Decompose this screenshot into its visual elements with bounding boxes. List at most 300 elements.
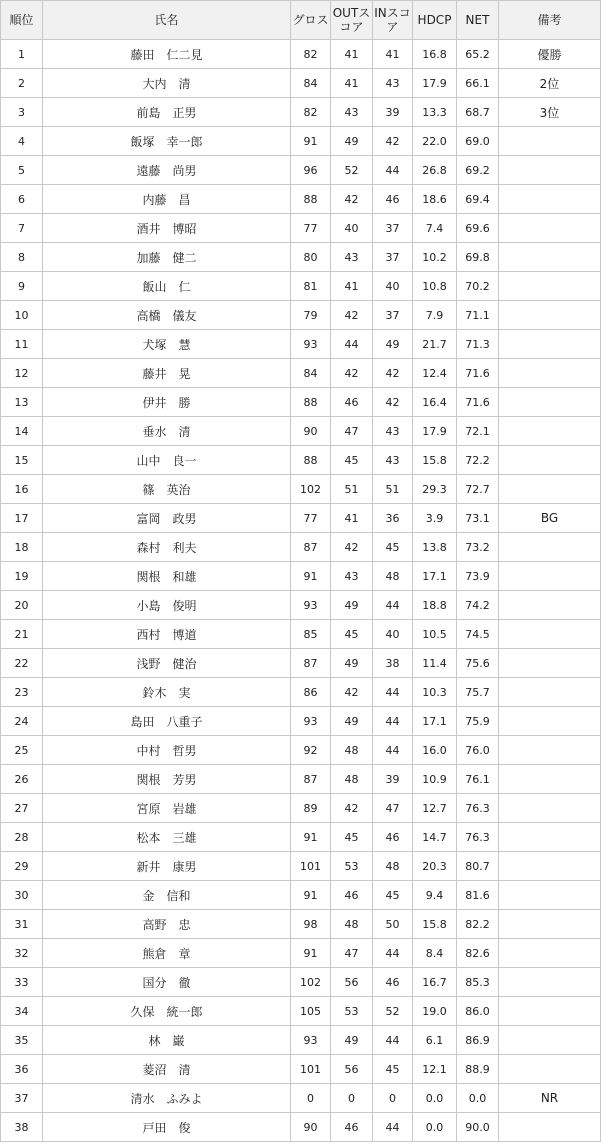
cell-hdcp: 20.3	[413, 852, 457, 881]
cell-gross: 93	[291, 707, 331, 736]
cell-net: 76.0	[457, 736, 499, 765]
cell-note	[499, 794, 601, 823]
cell-net: 71.6	[457, 388, 499, 417]
cell-gross: 79	[291, 301, 331, 330]
cell-hdcp: 10.9	[413, 765, 457, 794]
cell-note	[499, 678, 601, 707]
cell-net: 76.1	[457, 765, 499, 794]
cell-out: 49	[331, 1026, 373, 1055]
cell-name: 大内 清	[43, 69, 291, 98]
cell-name: 藤田 仁二見	[43, 40, 291, 69]
header-hdcp: HDCP	[413, 1, 457, 40]
cell-in: 38	[373, 649, 413, 678]
cell-note	[499, 417, 601, 446]
table-row	[1, 417, 601, 446]
cell-net: 82.2	[457, 910, 499, 939]
cell-rank: 36	[1, 1055, 43, 1084]
table-row	[1, 997, 601, 1026]
cell-in: 50	[373, 910, 413, 939]
cell-gross: 96	[291, 156, 331, 185]
cell-gross: 89	[291, 794, 331, 823]
table-row	[1, 475, 601, 504]
header-name: 氏名	[43, 1, 291, 40]
cell-out: 43	[331, 98, 373, 127]
cell-out: 43	[331, 243, 373, 272]
cell-gross: 101	[291, 1055, 331, 1084]
cell-note	[499, 997, 601, 1026]
cell-net: 69.2	[457, 156, 499, 185]
table-row	[1, 649, 601, 678]
cell-in: 43	[373, 417, 413, 446]
cell-rank: 5	[1, 156, 43, 185]
table-row	[1, 272, 601, 301]
header-out: OUTスコア	[331, 1, 373, 40]
cell-hdcp: 15.8	[413, 446, 457, 475]
cell-note	[499, 156, 601, 185]
cell-net: 75.9	[457, 707, 499, 736]
cell-out: 47	[331, 417, 373, 446]
cell-name: 篠 英治	[43, 475, 291, 504]
cell-name: 国分 徹	[43, 968, 291, 997]
cell-hdcp: 7.9	[413, 301, 457, 330]
cell-in: 36	[373, 504, 413, 533]
table-row	[1, 1026, 601, 1055]
cell-in: 45	[373, 1055, 413, 1084]
cell-in: 44	[373, 736, 413, 765]
cell-note	[499, 214, 601, 243]
cell-note	[499, 736, 601, 765]
cell-net: 71.6	[457, 359, 499, 388]
cell-out: 45	[331, 620, 373, 649]
table-row	[1, 98, 601, 127]
cell-name: 飯塚 幸一郎	[43, 127, 291, 156]
cell-in: 0	[373, 1084, 413, 1113]
header-in: INスコア	[373, 1, 413, 40]
cell-gross: 77	[291, 504, 331, 533]
cell-gross: 93	[291, 591, 331, 620]
table-row	[1, 736, 601, 765]
cell-hdcp: 16.4	[413, 388, 457, 417]
cell-net: 69.8	[457, 243, 499, 272]
cell-hdcp: 22.0	[413, 127, 457, 156]
cell-note	[499, 533, 601, 562]
cell-gross: 102	[291, 475, 331, 504]
cell-in: 46	[373, 968, 413, 997]
header-net: NET	[457, 1, 499, 40]
table-row	[1, 156, 601, 185]
cell-hdcp: 0.0	[413, 1113, 457, 1142]
cell-net: 73.2	[457, 533, 499, 562]
cell-gross: 88	[291, 388, 331, 417]
cell-net: 86.9	[457, 1026, 499, 1055]
cell-in: 46	[373, 185, 413, 214]
cell-hdcp: 12.4	[413, 359, 457, 388]
cell-out: 44	[331, 330, 373, 359]
cell-gross: 82	[291, 40, 331, 69]
table-row	[1, 301, 601, 330]
cell-out: 45	[331, 446, 373, 475]
cell-in: 51	[373, 475, 413, 504]
cell-name: 飯山 仁	[43, 272, 291, 301]
cell-name: 新井 康男	[43, 852, 291, 881]
cell-net: 65.2	[457, 40, 499, 69]
cell-name: 伊井 勝	[43, 388, 291, 417]
cell-in: 43	[373, 69, 413, 98]
cell-note: BG	[499, 504, 601, 533]
cell-net: 73.1	[457, 504, 499, 533]
cell-net: 74.2	[457, 591, 499, 620]
cell-gross: 82	[291, 98, 331, 127]
header-row	[1, 1, 601, 40]
cell-net: 81.6	[457, 881, 499, 910]
cell-net: 68.7	[457, 98, 499, 127]
cell-rank: 29	[1, 852, 43, 881]
cell-out: 53	[331, 852, 373, 881]
cell-out: 0	[331, 1084, 373, 1113]
cell-rank: 38	[1, 1113, 43, 1142]
cell-name: 森村 利夫	[43, 533, 291, 562]
cell-gross: 84	[291, 359, 331, 388]
cell-out: 49	[331, 649, 373, 678]
cell-hdcp: 13.8	[413, 533, 457, 562]
cell-note: NR	[499, 1084, 601, 1113]
cell-out: 48	[331, 736, 373, 765]
cell-out: 42	[331, 185, 373, 214]
cell-name: 小島 俊明	[43, 591, 291, 620]
cell-out: 49	[331, 591, 373, 620]
cell-rank: 9	[1, 272, 43, 301]
cell-out: 49	[331, 127, 373, 156]
cell-in: 48	[373, 562, 413, 591]
cell-gross: 87	[291, 765, 331, 794]
cell-gross: 84	[291, 69, 331, 98]
cell-name: 熊倉 章	[43, 939, 291, 968]
cell-name: 松本 三雄	[43, 823, 291, 852]
cell-note	[499, 591, 601, 620]
cell-gross: 91	[291, 939, 331, 968]
cell-out: 45	[331, 823, 373, 852]
cell-note	[499, 446, 601, 475]
cell-note: 3位	[499, 98, 601, 127]
cell-note	[499, 388, 601, 417]
cell-name: 高橋 儀友	[43, 301, 291, 330]
cell-name: 遠藤 尚男	[43, 156, 291, 185]
cell-name: 浅野 健治	[43, 649, 291, 678]
cell-gross: 102	[291, 968, 331, 997]
cell-name: 清水 ふみよ	[43, 1084, 291, 1113]
cell-hdcp: 12.1	[413, 1055, 457, 1084]
table-row	[1, 40, 601, 69]
cell-note	[499, 765, 601, 794]
table-row	[1, 968, 601, 997]
cell-note	[499, 272, 601, 301]
cell-hdcp: 29.3	[413, 475, 457, 504]
cell-out: 46	[331, 388, 373, 417]
cell-in: 40	[373, 272, 413, 301]
cell-note	[499, 1113, 601, 1142]
cell-rank: 34	[1, 997, 43, 1026]
cell-gross: 87	[291, 533, 331, 562]
cell-out: 40	[331, 214, 373, 243]
cell-out: 42	[331, 359, 373, 388]
table-row	[1, 910, 601, 939]
cell-name: 山中 良一	[43, 446, 291, 475]
cell-hdcp: 10.2	[413, 243, 457, 272]
cell-in: 44	[373, 939, 413, 968]
cell-rank: 15	[1, 446, 43, 475]
cell-note	[499, 968, 601, 997]
cell-gross: 91	[291, 562, 331, 591]
cell-note	[499, 939, 601, 968]
cell-hdcp: 18.6	[413, 185, 457, 214]
cell-out: 53	[331, 997, 373, 1026]
cell-out: 41	[331, 69, 373, 98]
cell-name: 垂水 清	[43, 417, 291, 446]
cell-hdcp: 14.7	[413, 823, 457, 852]
table-row	[1, 939, 601, 968]
cell-net: 80.7	[457, 852, 499, 881]
cell-note	[499, 475, 601, 504]
cell-note	[499, 852, 601, 881]
cell-gross: 80	[291, 243, 331, 272]
cell-gross: 0	[291, 1084, 331, 1113]
cell-hdcp: 3.9	[413, 504, 457, 533]
cell-gross: 92	[291, 736, 331, 765]
cell-rank: 21	[1, 620, 43, 649]
cell-out: 42	[331, 794, 373, 823]
cell-note	[499, 649, 601, 678]
cell-hdcp: 26.8	[413, 156, 457, 185]
cell-in: 47	[373, 794, 413, 823]
cell-note	[499, 1026, 601, 1055]
cell-note	[499, 1055, 601, 1084]
cell-hdcp: 0.0	[413, 1084, 457, 1113]
cell-out: 46	[331, 881, 373, 910]
cell-hdcp: 16.0	[413, 736, 457, 765]
cell-hdcp: 18.8	[413, 591, 457, 620]
cell-net: 75.6	[457, 649, 499, 678]
cell-note	[499, 359, 601, 388]
cell-rank: 8	[1, 243, 43, 272]
cell-note	[499, 330, 601, 359]
cell-rank: 20	[1, 591, 43, 620]
table-row	[1, 1084, 601, 1113]
cell-note	[499, 881, 601, 910]
cell-name: 菱沼 清	[43, 1055, 291, 1084]
table-row	[1, 185, 601, 214]
header-gross: グロス	[291, 1, 331, 40]
cell-in: 42	[373, 127, 413, 156]
cell-gross: 77	[291, 214, 331, 243]
cell-name: 富岡 政男	[43, 504, 291, 533]
table-row	[1, 388, 601, 417]
cell-out: 51	[331, 475, 373, 504]
cell-rank: 18	[1, 533, 43, 562]
cell-out: 43	[331, 562, 373, 591]
cell-note: 優勝	[499, 40, 601, 69]
cell-gross: 105	[291, 997, 331, 1026]
table-row	[1, 620, 601, 649]
cell-note	[499, 127, 601, 156]
cell-hdcp: 6.1	[413, 1026, 457, 1055]
header-note: 備考	[499, 1, 601, 40]
cell-out: 47	[331, 939, 373, 968]
table-row	[1, 359, 601, 388]
cell-hdcp: 21.7	[413, 330, 457, 359]
cell-out: 42	[331, 678, 373, 707]
cell-out: 41	[331, 40, 373, 69]
cell-net: 71.3	[457, 330, 499, 359]
cell-gross: 91	[291, 127, 331, 156]
cell-hdcp: 17.9	[413, 417, 457, 446]
cell-rank: 30	[1, 881, 43, 910]
cell-name: 島田 八重子	[43, 707, 291, 736]
cell-rank: 22	[1, 649, 43, 678]
cell-in: 45	[373, 533, 413, 562]
cell-out: 56	[331, 968, 373, 997]
cell-net: 74.5	[457, 620, 499, 649]
table-row	[1, 243, 601, 272]
cell-rank: 1	[1, 40, 43, 69]
table-row	[1, 591, 601, 620]
cell-rank: 10	[1, 301, 43, 330]
table-row	[1, 881, 601, 910]
cell-in: 37	[373, 214, 413, 243]
cell-out: 46	[331, 1113, 373, 1142]
cell-out: 48	[331, 910, 373, 939]
table-row	[1, 1055, 601, 1084]
cell-note	[499, 823, 601, 852]
table-row	[1, 852, 601, 881]
cell-rank: 25	[1, 736, 43, 765]
cell-in: 44	[373, 156, 413, 185]
cell-rank: 14	[1, 417, 43, 446]
cell-rank: 4	[1, 127, 43, 156]
cell-hdcp: 9.4	[413, 881, 457, 910]
table-row	[1, 765, 601, 794]
cell-net: 69.4	[457, 185, 499, 214]
cell-out: 48	[331, 765, 373, 794]
cell-out: 56	[331, 1055, 373, 1084]
table-row	[1, 330, 601, 359]
cell-in: 39	[373, 98, 413, 127]
cell-in: 49	[373, 330, 413, 359]
cell-hdcp: 8.4	[413, 939, 457, 968]
cell-gross: 90	[291, 1113, 331, 1142]
cell-name: 中村 哲男	[43, 736, 291, 765]
cell-gross: 93	[291, 1026, 331, 1055]
cell-rank: 12	[1, 359, 43, 388]
cell-note	[499, 243, 601, 272]
table-row	[1, 678, 601, 707]
cell-note	[499, 185, 601, 214]
cell-hdcp: 13.3	[413, 98, 457, 127]
cell-net: 72.1	[457, 417, 499, 446]
cell-hdcp: 10.5	[413, 620, 457, 649]
cell-in: 39	[373, 765, 413, 794]
cell-rank: 26	[1, 765, 43, 794]
cell-in: 40	[373, 620, 413, 649]
cell-rank: 32	[1, 939, 43, 968]
cell-name: 宮原 岩雄	[43, 794, 291, 823]
cell-net: 82.6	[457, 939, 499, 968]
cell-net: 66.1	[457, 69, 499, 98]
table-row	[1, 794, 601, 823]
table-row	[1, 504, 601, 533]
cell-name: 藤井 晃	[43, 359, 291, 388]
cell-hdcp: 15.8	[413, 910, 457, 939]
cell-hdcp: 12.7	[413, 794, 457, 823]
cell-rank: 17	[1, 504, 43, 533]
cell-name: 久保 統一郎	[43, 997, 291, 1026]
cell-name: 西村 博道	[43, 620, 291, 649]
cell-in: 43	[373, 446, 413, 475]
cell-name: 犬塚 慧	[43, 330, 291, 359]
cell-hdcp: 10.8	[413, 272, 457, 301]
cell-out: 41	[331, 504, 373, 533]
cell-gross: 101	[291, 852, 331, 881]
cell-in: 42	[373, 388, 413, 417]
cell-in: 45	[373, 881, 413, 910]
cell-in: 46	[373, 823, 413, 852]
cell-name: 高野 忠	[43, 910, 291, 939]
cell-gross: 85	[291, 620, 331, 649]
cell-net: 90.0	[457, 1113, 499, 1142]
cell-gross: 98	[291, 910, 331, 939]
cell-net: 85.3	[457, 968, 499, 997]
cell-rank: 28	[1, 823, 43, 852]
cell-hdcp: 10.3	[413, 678, 457, 707]
cell-hdcp: 16.8	[413, 40, 457, 69]
cell-hdcp: 17.1	[413, 562, 457, 591]
cell-rank: 13	[1, 388, 43, 417]
cell-in: 42	[373, 359, 413, 388]
table-row	[1, 533, 601, 562]
cell-gross: 87	[291, 649, 331, 678]
cell-out: 41	[331, 272, 373, 301]
cell-rank: 23	[1, 678, 43, 707]
table-row	[1, 127, 601, 156]
cell-in: 44	[373, 591, 413, 620]
cell-name: 林 巌	[43, 1026, 291, 1055]
cell-rank: 27	[1, 794, 43, 823]
cell-name: 戸田 俊	[43, 1113, 291, 1142]
cell-net: 75.7	[457, 678, 499, 707]
cell-note	[499, 301, 601, 330]
cell-rank: 35	[1, 1026, 43, 1055]
cell-rank: 24	[1, 707, 43, 736]
cell-name: 金 信和	[43, 881, 291, 910]
cell-rank: 16	[1, 475, 43, 504]
cell-name: 関根 芳男	[43, 765, 291, 794]
cell-in: 48	[373, 852, 413, 881]
cell-hdcp: 16.7	[413, 968, 457, 997]
cell-hdcp: 19.0	[413, 997, 457, 1026]
cell-out: 49	[331, 707, 373, 736]
cell-rank: 37	[1, 1084, 43, 1113]
cell-net: 72.7	[457, 475, 499, 504]
cell-hdcp: 7.4	[413, 214, 457, 243]
table-header	[1, 1, 601, 40]
cell-in: 41	[373, 40, 413, 69]
cell-rank: 19	[1, 562, 43, 591]
cell-gross: 88	[291, 446, 331, 475]
cell-gross: 91	[291, 881, 331, 910]
cell-hdcp: 17.9	[413, 69, 457, 98]
cell-note: 2位	[499, 69, 601, 98]
cell-net: 76.3	[457, 794, 499, 823]
cell-gross: 86	[291, 678, 331, 707]
